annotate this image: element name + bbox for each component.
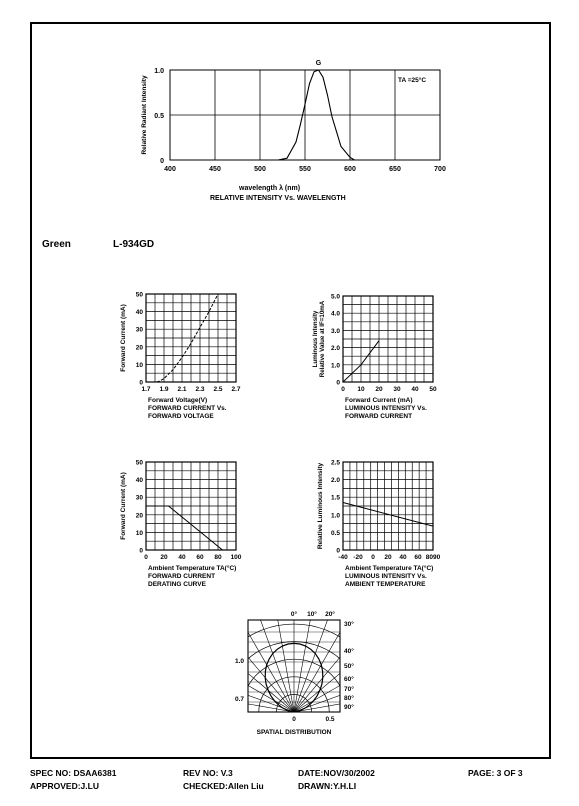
y-tick-label: 1.0 bbox=[330, 362, 340, 370]
x-tick-label: 2.1 bbox=[177, 386, 187, 393]
y-tick-label: 1.0 bbox=[330, 512, 340, 520]
chart-caption: LUMINOUS INTENSITY Vs. bbox=[345, 573, 427, 580]
drawn: DRAWN:Y.H.LI bbox=[298, 781, 357, 791]
y-tick-label: 30 bbox=[135, 326, 143, 334]
y-tick-label: 2.0 bbox=[330, 345, 340, 353]
spectrum-caption: RELATIVE INTENSITY Vs. WAVELENGTH bbox=[210, 195, 346, 202]
y-tick-label: 0.5 bbox=[330, 529, 340, 537]
y-axis-label: Forward Current (mA) bbox=[120, 472, 127, 540]
chart-caption: LUMINOUS INTENSITY Vs. bbox=[345, 405, 427, 412]
spatial-grid bbox=[171, 589, 417, 712]
angle-label: 80° bbox=[344, 695, 354, 702]
y-tick-label: 2.0 bbox=[330, 477, 340, 485]
x-axis-label: Ambient Temperature TA(°C) bbox=[148, 565, 237, 572]
x-tick-label: -40 bbox=[338, 554, 348, 561]
x-tick-label: 600 bbox=[344, 166, 356, 173]
value-label: 1.0 bbox=[234, 658, 244, 665]
y-tick-label: 10 bbox=[135, 361, 143, 369]
y-tick-label: 5.0 bbox=[330, 293, 340, 301]
derating-chart bbox=[0, 450, 290, 600]
x-tick-label: 0 bbox=[341, 386, 345, 393]
data-curve bbox=[146, 506, 223, 550]
x-axis-label: Forward Voltage(V) bbox=[148, 397, 208, 404]
x-tick-label: 60 bbox=[414, 554, 422, 561]
x-tick-label: 30 bbox=[393, 386, 401, 393]
x-axis-label: Forward Current (mA) bbox=[345, 397, 413, 404]
y-tick-label: 20 bbox=[135, 344, 143, 352]
x-tick-label: 20 bbox=[375, 386, 383, 393]
x-tick-label: 1.9 bbox=[159, 386, 169, 393]
y-tick-label: 0 bbox=[139, 379, 143, 387]
chart-caption: FORWARD CURRENT bbox=[345, 413, 413, 420]
y-tick-label: 2.5 bbox=[330, 459, 340, 467]
spatial-caption: SPATIAL DISTRIBUTION bbox=[256, 729, 332, 736]
angle-label: 50° bbox=[344, 663, 354, 670]
y-tick-label: 40 bbox=[135, 477, 143, 485]
forward-voltage-chart bbox=[0, 280, 290, 440]
angle-label: 0° bbox=[290, 611, 298, 618]
y-tick-label: 0 bbox=[160, 158, 164, 165]
chart-caption: FORWARD CURRENT bbox=[148, 573, 216, 580]
y-tick-label: 50 bbox=[135, 459, 143, 467]
spec-no: SPEC NO: DSAA6381 bbox=[30, 768, 117, 778]
value-label: 0.7 bbox=[234, 696, 244, 703]
x-tick-label: 700 bbox=[434, 166, 446, 173]
x-tick-label: 8090 bbox=[425, 554, 441, 561]
x-axis-label: Ambient Temperature TA(°C) bbox=[345, 565, 434, 572]
y-axis-label: Forward Current (mA) bbox=[120, 304, 127, 372]
y-tick-label: 10 bbox=[135, 529, 143, 537]
angle-label: 90° bbox=[344, 704, 354, 711]
y-tick-label: 0.5 bbox=[154, 113, 164, 120]
chart-caption: DERATING CURVE bbox=[148, 581, 206, 588]
x-tick-label: 650 bbox=[389, 166, 401, 173]
spectrum-ylabel: Relative Radiant Intensity bbox=[141, 75, 148, 155]
spatial-distribution-chart bbox=[0, 605, 579, 745]
x-tick-label: 40 bbox=[411, 386, 419, 393]
x-tick-label: 100 bbox=[230, 554, 242, 561]
y-axis-label: Relative Luminous Intensity bbox=[317, 462, 324, 550]
angle-label: 30° bbox=[344, 621, 354, 628]
x-tick-label: 2.7 bbox=[231, 386, 241, 393]
x-tick-label: 10 bbox=[357, 386, 365, 393]
x-tick-label: 80 bbox=[214, 554, 222, 561]
y-tick-label: 40 bbox=[135, 309, 143, 317]
peak-marker: G bbox=[315, 60, 322, 67]
y-tick-label: 1.0 bbox=[154, 68, 164, 75]
page-number: PAGE: 3 OF 3 bbox=[468, 768, 523, 778]
x-tick-label: 20 bbox=[384, 554, 392, 561]
y-tick-label: 0 bbox=[139, 547, 143, 555]
x-tick-label: 0 bbox=[371, 554, 375, 561]
chart-caption: AMBIENT TEMPERATURE bbox=[345, 581, 426, 588]
x-tick-label: 2.5 bbox=[213, 386, 223, 393]
y-axis-label: Relative Value at IF=10mA bbox=[319, 300, 326, 378]
x-tick-label: 2.3 bbox=[195, 386, 205, 393]
approved: APPROVED:J.LU bbox=[30, 781, 99, 791]
angle-label: 20° bbox=[325, 611, 335, 618]
y-tick-label: 20 bbox=[135, 512, 143, 520]
y-axis-label: Luminous Intensity bbox=[312, 310, 319, 368]
x-tick-label: 1.7 bbox=[141, 386, 151, 393]
x-tick-label: 40 bbox=[178, 554, 186, 561]
x-tick-label: 400 bbox=[164, 166, 176, 173]
angle-label: 70° bbox=[344, 686, 354, 693]
x-tick-label: 450 bbox=[209, 166, 221, 173]
x-tick-label: 550 bbox=[299, 166, 311, 173]
chart-caption: FORWARD VOLTAGE bbox=[148, 413, 214, 420]
ambient-label: TA =25°C bbox=[398, 77, 427, 84]
value-label: 0 bbox=[292, 716, 296, 723]
x-tick-label: 500 bbox=[254, 166, 266, 173]
x-tick-label: 20 bbox=[160, 554, 168, 561]
date: DATE:NOV/30/2002 bbox=[298, 768, 375, 778]
angle-label: 10° bbox=[307, 611, 317, 618]
x-tick-label: 0 bbox=[144, 554, 148, 561]
chart-caption: FORWARD CURRENT Vs. bbox=[148, 405, 227, 412]
y-tick-label: 3.0 bbox=[330, 327, 340, 335]
temperature-chart bbox=[290, 450, 579, 600]
y-tick-label: 4.0 bbox=[330, 310, 340, 318]
y-tick-label: 0 bbox=[336, 547, 340, 555]
luminous-current-chart bbox=[290, 280, 579, 440]
color-name: Green bbox=[42, 239, 71, 250]
checked: CHECKED:Allen Liu bbox=[183, 781, 264, 791]
value-label: 0.5 bbox=[325, 716, 335, 723]
rev-no: REV NO: V.3 bbox=[183, 768, 233, 778]
y-tick-label: 1.5 bbox=[330, 494, 340, 502]
x-tick-label: -20 bbox=[353, 554, 363, 561]
x-tick-label: 60 bbox=[196, 554, 204, 561]
y-tick-label: 50 bbox=[135, 291, 143, 299]
y-tick-label: 30 bbox=[135, 494, 143, 502]
x-tick-label: 50 bbox=[429, 386, 437, 393]
spectrum-xlabel: wavelength λ (nm) bbox=[239, 185, 301, 192]
part-number: L-934GD bbox=[113, 239, 155, 250]
x-tick-label: 40 bbox=[399, 554, 407, 561]
y-tick-label: 0 bbox=[336, 379, 340, 387]
angle-label: 40° bbox=[344, 648, 354, 655]
angle-label: 60° bbox=[344, 676, 354, 683]
